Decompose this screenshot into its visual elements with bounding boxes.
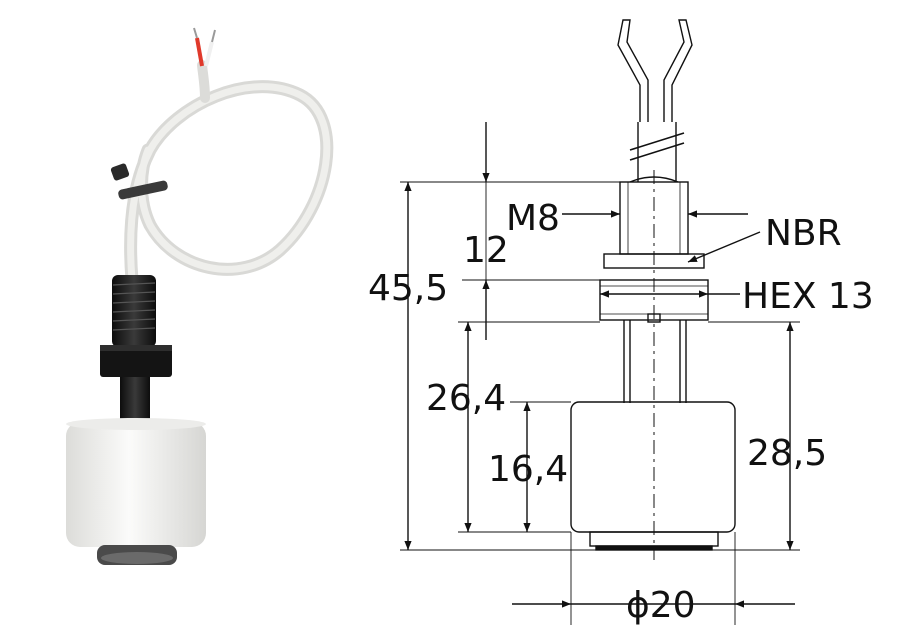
wire-leads: [618, 20, 692, 122]
label-diameter: ϕ20: [626, 585, 696, 626]
label-thread-length: 12: [463, 230, 509, 271]
dimension-labels: [368, 198, 874, 626]
label-hex: HEX 13: [742, 276, 874, 317]
red-wire: [197, 38, 202, 66]
label-upper-float: 26,4: [426, 378, 507, 419]
label-seal: NBR: [765, 213, 842, 254]
float-drawing: [571, 402, 735, 532]
nbr-leader: [688, 232, 760, 262]
float-body: [66, 422, 206, 547]
white-wire: [206, 42, 212, 66]
label-lower-float: 16,4: [488, 449, 569, 490]
float-switch-photo: [66, 28, 327, 565]
cable-end: [202, 65, 205, 98]
label-total-height: 45,5: [368, 268, 449, 309]
technical-drawing: [400, 20, 800, 625]
label-float-stop: 28,5: [747, 433, 828, 474]
label-thread: M8: [506, 198, 560, 239]
